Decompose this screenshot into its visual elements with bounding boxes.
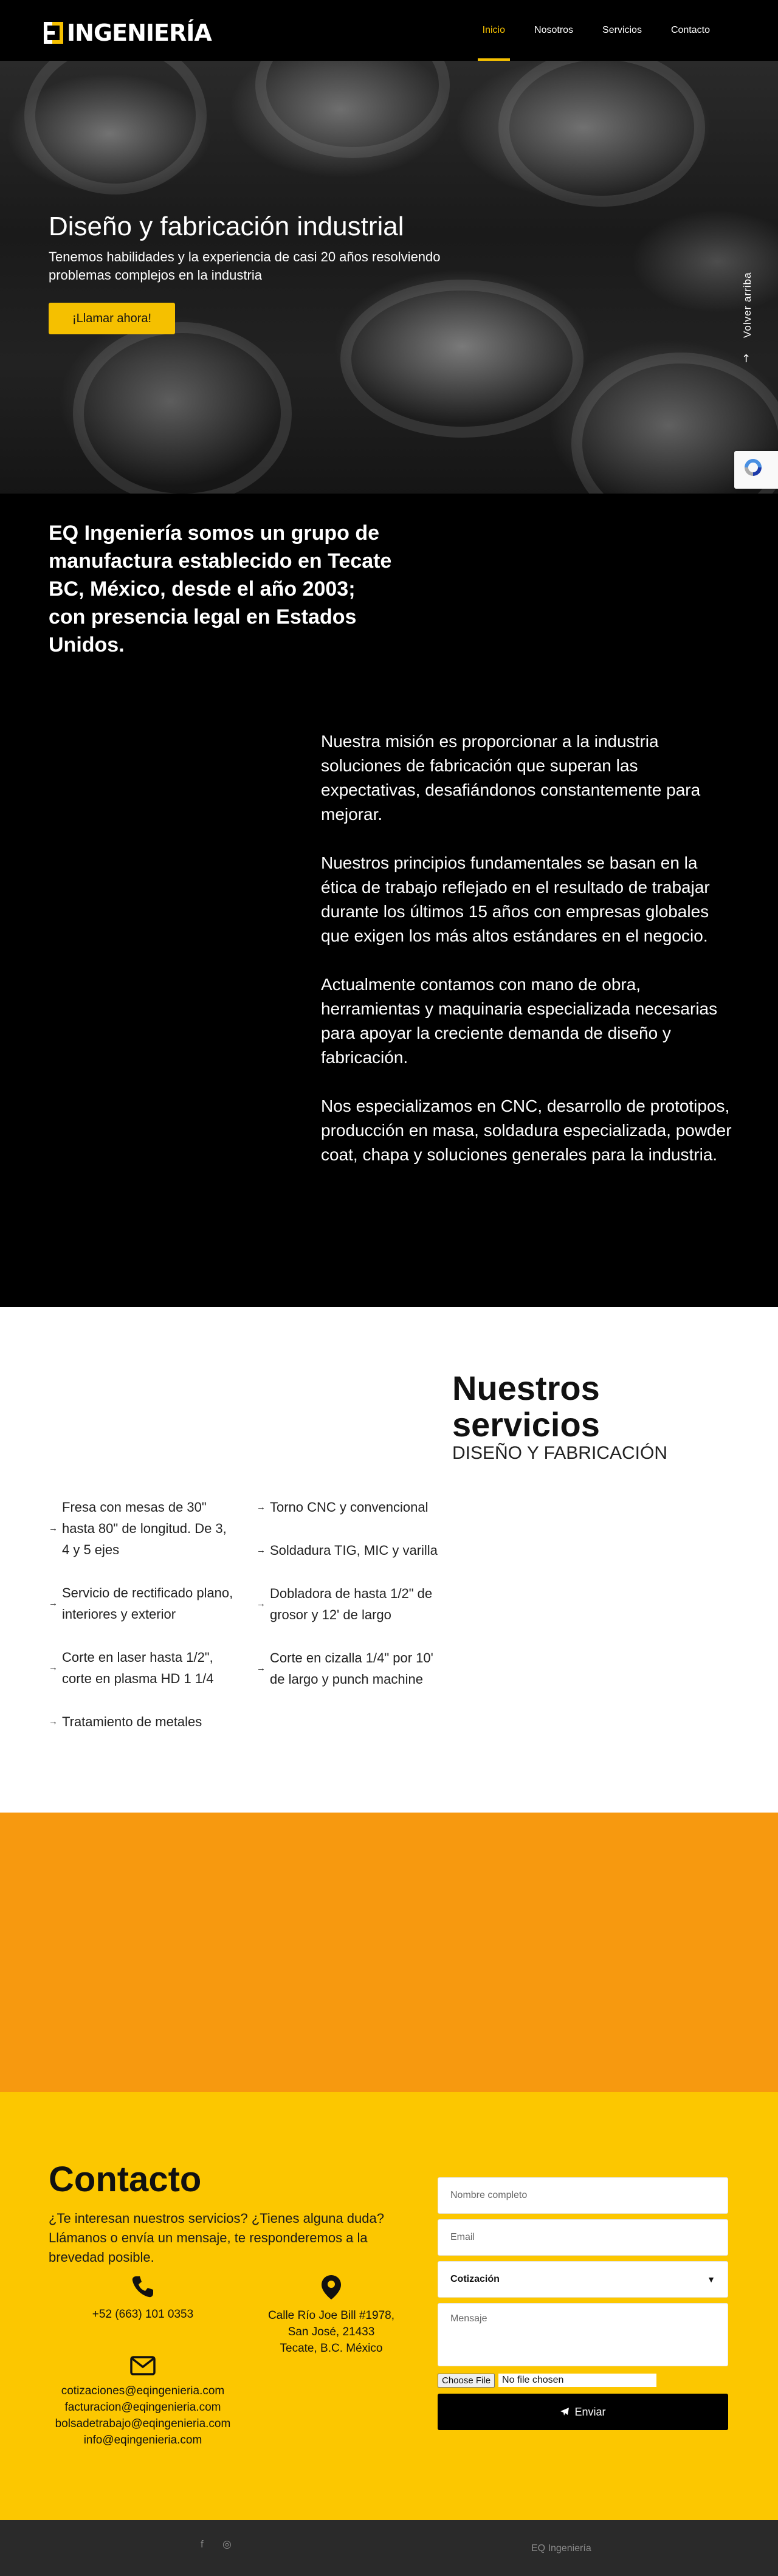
address-line: San José, 21433 [287,2326,375,2338]
contact-emails [49,2356,237,2448]
map-pin-icon [321,2275,342,2300]
about-lead: EQ Ingeniería somos un grupo de manufactura establecido en Tecate BC, México, desde el año 2003; con presencia legal en Estados Unidos. [49,522,392,656]
arrow-right-icon: → [49,1716,58,1727]
services-subtitle: DISEÑO Y FABRICACIÓN [452,1443,667,1463]
site-header [0,0,778,61]
list-item [256,1540,450,1561]
hero-bg-shape [24,61,207,195]
about-section [0,494,778,1307]
list-item [49,1582,237,1625]
about-paragraph: Nos especializamos en CNC, desarrollo de prototipos, producción en masa, soldadura especializada, powder coat, chapa y soluciones generales para la industria. [321,1097,732,1164]
list-item [49,1496,237,1560]
list-item [256,1647,450,1690]
back-to-top-label: Volver arriba [742,272,753,338]
services-section [0,1307,778,1813]
facebook-icon[interactable]: f [201,2538,204,2550]
services-title: Nuestros servicios [452,1369,600,1444]
service-label: Servicio de rectificado plano, interiores y exterior [62,1585,233,1622]
name-field[interactable]: Nombre completo [438,2177,728,2214]
phone-icon [131,2275,155,2299]
arrow-right-icon: → [256,1663,266,1673]
file-status: No file chosen [498,2374,656,2387]
logo-mark-icon [44,22,64,44]
hero-section [0,61,778,494]
contact-title: Contacto [49,2160,202,2199]
about-paragraph: Nuestra misión es proporcionar a la industria soluciones de fabricación que superan las expectativas, desafiándonos constantemente para mejorar. [321,732,701,824]
nav-item-inicio[interactable]: Inicio [468,0,520,61]
service-label: Dobladora de hasta 1/2" de grosor y 12' de largo [270,1586,433,1622]
services-list-right [256,1496,450,1712]
hero-bg-shape [255,61,450,158]
email-link[interactable]: cotizaciones@eqingenieria.com [61,2385,225,2397]
email-link[interactable]: facturacion@eqingenieria.com [64,2401,221,2414]
service-label: Soldadura TIG, MIC y varilla [270,1543,438,1558]
address-line: Calle Río Joe Bill #1978, [267,2309,395,2322]
nav-item-contacto[interactable]: Contacto [670,25,710,35]
about-paragraphs [321,729,734,1191]
hero-title: Diseño y fabricación industrial [49,212,404,241]
hero-bg-shape [340,280,584,438]
choose-file-button[interactable]: Choose File [438,2374,495,2388]
service-label: Corte en laser hasta 1/2", corte en plasma HD 1 1/4 [62,1650,214,1686]
site-footer [0,2520,778,2576]
submit-label: Enviar [574,2405,606,2418]
email-link[interactable]: info@eqingenieria.com [83,2434,202,2447]
hero-subtitle: Tenemos habilidades y la experiencia de casi 20 años resolviendo problemas complejos en la industria [49,249,441,283]
nav-item-servicios[interactable]: Servicios [602,25,642,35]
call-now-button[interactable]: ¡Llamar ahora! [49,303,175,334]
logo[interactable] [44,21,212,45]
contact-address [261,2275,401,2357]
service-label: Torno CNC y convencional [270,1500,429,1515]
message-field[interactable]: Mensaje [438,2303,728,2366]
service-label: Tratamiento de metales [62,1714,202,1729]
copyright: EQ Ingeniería [531,2543,591,2554]
contact-form [438,2177,728,2430]
file-upload [438,2372,728,2389]
services-list-left [49,1496,237,1754]
email-link[interactable]: bolsadetrabajo@eqingenieria.com [55,2417,231,2430]
arrow-up-icon: ↑ [742,353,751,365]
arrow-right-icon: → [49,1662,58,1673]
recaptcha-icon [743,457,763,478]
contact-phone[interactable] [79,2275,207,2323]
arrow-right-icon: → [256,1545,266,1555]
about-paragraph: Nuestros principios fundamentales se basan en la ética de trabajo reflejado en el resultado de trabajar durante los últimos 15 años con empresas globales que exigen los más altos estándares en el negocio. [321,853,710,945]
arrow-right-icon: → [256,1599,266,1609]
arrow-right-icon: → [49,1523,58,1534]
main-nav [468,0,725,61]
recaptcha-badge[interactable] [734,451,778,489]
logo-text: INGENIERÍA [67,19,212,46]
subject-select[interactable] [438,2261,728,2298]
address-line: Tecate, B.C. México [280,2342,383,2355]
paper-plane-icon [560,2407,570,2417]
list-item [49,1647,237,1689]
list-item [256,1496,450,1518]
chevron-down-icon: ▼ [707,2275,715,2284]
list-item [49,1711,237,1732]
instagram-icon[interactable]: ◎ [222,2538,232,2550]
subject-select-value: Cotización [450,2274,500,2284]
arrow-right-icon: → [256,1501,266,1512]
orange-band [0,1813,778,2092]
hero-bg-shape [73,322,292,494]
back-to-top-link[interactable] [739,255,756,413]
nav-item-nosotros[interactable]: Nosotros [534,25,574,35]
contact-section [0,2092,778,2520]
about-paragraph: Actualmente contamos con mano de obra, herramientas y maquinaria especializada necesarias para apoyar la creciente demanda de diseño y fabricación. [321,975,718,1067]
envelope-icon [130,2356,156,2375]
hero-bg-shape [498,61,705,207]
arrow-right-icon: → [49,1598,58,1608]
service-label: Corte en cizalla 1/4" por 10' de largo y punch machine [270,1650,433,1687]
phone-number: +52 (663) 101 0353 [92,2308,194,2321]
list-item [256,1583,450,1625]
service-label: Fresa con mesas de 30" hasta 80" de longitud. De 3, 4 y 5 ejes [62,1500,227,1557]
submit-button[interactable] [438,2394,728,2430]
contact-description: ¿Te interesan nuestros servicios? ¿Tienes alguna duda? Llámanos o envía un mensaje, te responderemos a la brevedad posible. [49,2211,384,2265]
email-field[interactable]: Email [438,2219,728,2256]
